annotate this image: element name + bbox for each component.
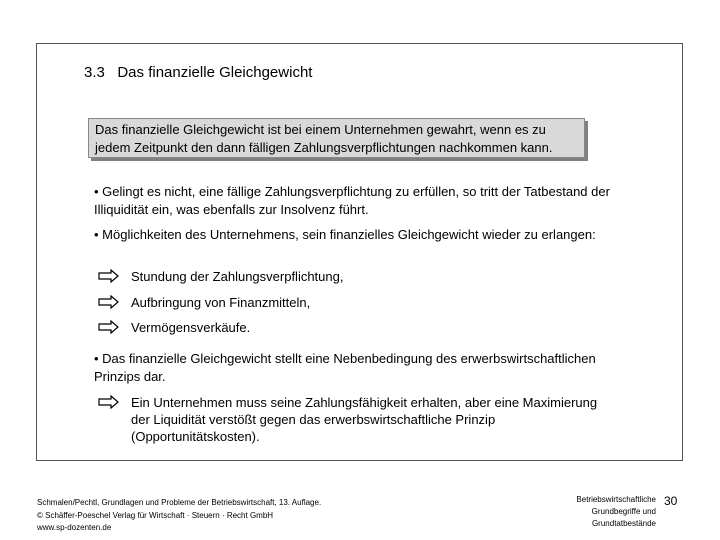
footer-source-line: Schmalen/Pechtl, Grundlagen und Probleme der Betriebswirtschaft, 13. Auflage. <box>37 498 322 507</box>
arrow-right-icon <box>98 395 120 409</box>
sub-item-text: Vermögensverkäufe. <box>131 320 251 335</box>
footer-source <box>37 497 321 535</box>
bullet-nebenbedingung: • Das finanzielle Gleichgewicht stellt eine Nebenbedingung des erwerbswirtschaftlichen Prinzips dar. <box>94 351 596 384</box>
arrow-right-icon <box>98 320 120 334</box>
footer-section-line: Grundtatbestände <box>591 519 656 528</box>
page-number: 30 <box>664 494 678 508</box>
bullet-illiquiditaet: • Gelingt es nicht, eine fällige Zahlungsverpflichtung zu erfüllen, so tritt der Tatbestand der Illiquidität ein, was ebenfalls zur Insolvenz führt. <box>94 184 610 217</box>
arrow-right-icon <box>98 269 120 283</box>
slide-title: 3.3 Das finanzielle Gleichgewicht <box>84 64 313 81</box>
footer-section-line: Grundbegriffe und <box>591 507 656 516</box>
sub-item-text: Ein Unternehmen muss seine Zahlungsfähigkeit erhalten, aber eine Maximierung der Liquidität verstößt gegen das erwerbswirtschaftliche Prinzip (Opportunitätskosten). <box>131 395 598 444</box>
footer-section <box>548 494 656 530</box>
bullet-moeglichkeiten: • Möglichkeiten des Unternehmens, sein finanzielles Gleichgewicht wieder zu erlangen: <box>94 227 596 242</box>
arrow-right-icon <box>98 295 120 309</box>
footer-section-line: Betriebswirtschaftliche <box>576 495 656 504</box>
footer-url-link[interactable]: www.sp-dozenten.de <box>37 523 112 532</box>
sub-item-text: Aufbringung von Finanzmitteln, <box>131 295 311 310</box>
definition-box: Das finanzielle Gleichgewicht ist bei einem Unternehmen gewahrt, wenn es zu jedem Zeitpunkt den dann fälligen Zahlungsverpflichtungen nachkommen kann. <box>88 118 585 158</box>
sub-item-text: Stundung der Zahlungsverpflichtung, <box>131 269 344 284</box>
footer-copyright-line: © Schäffer-Poeschel Verlag für Wirtschaft · Steuern · Recht GmbH <box>37 510 274 520</box>
